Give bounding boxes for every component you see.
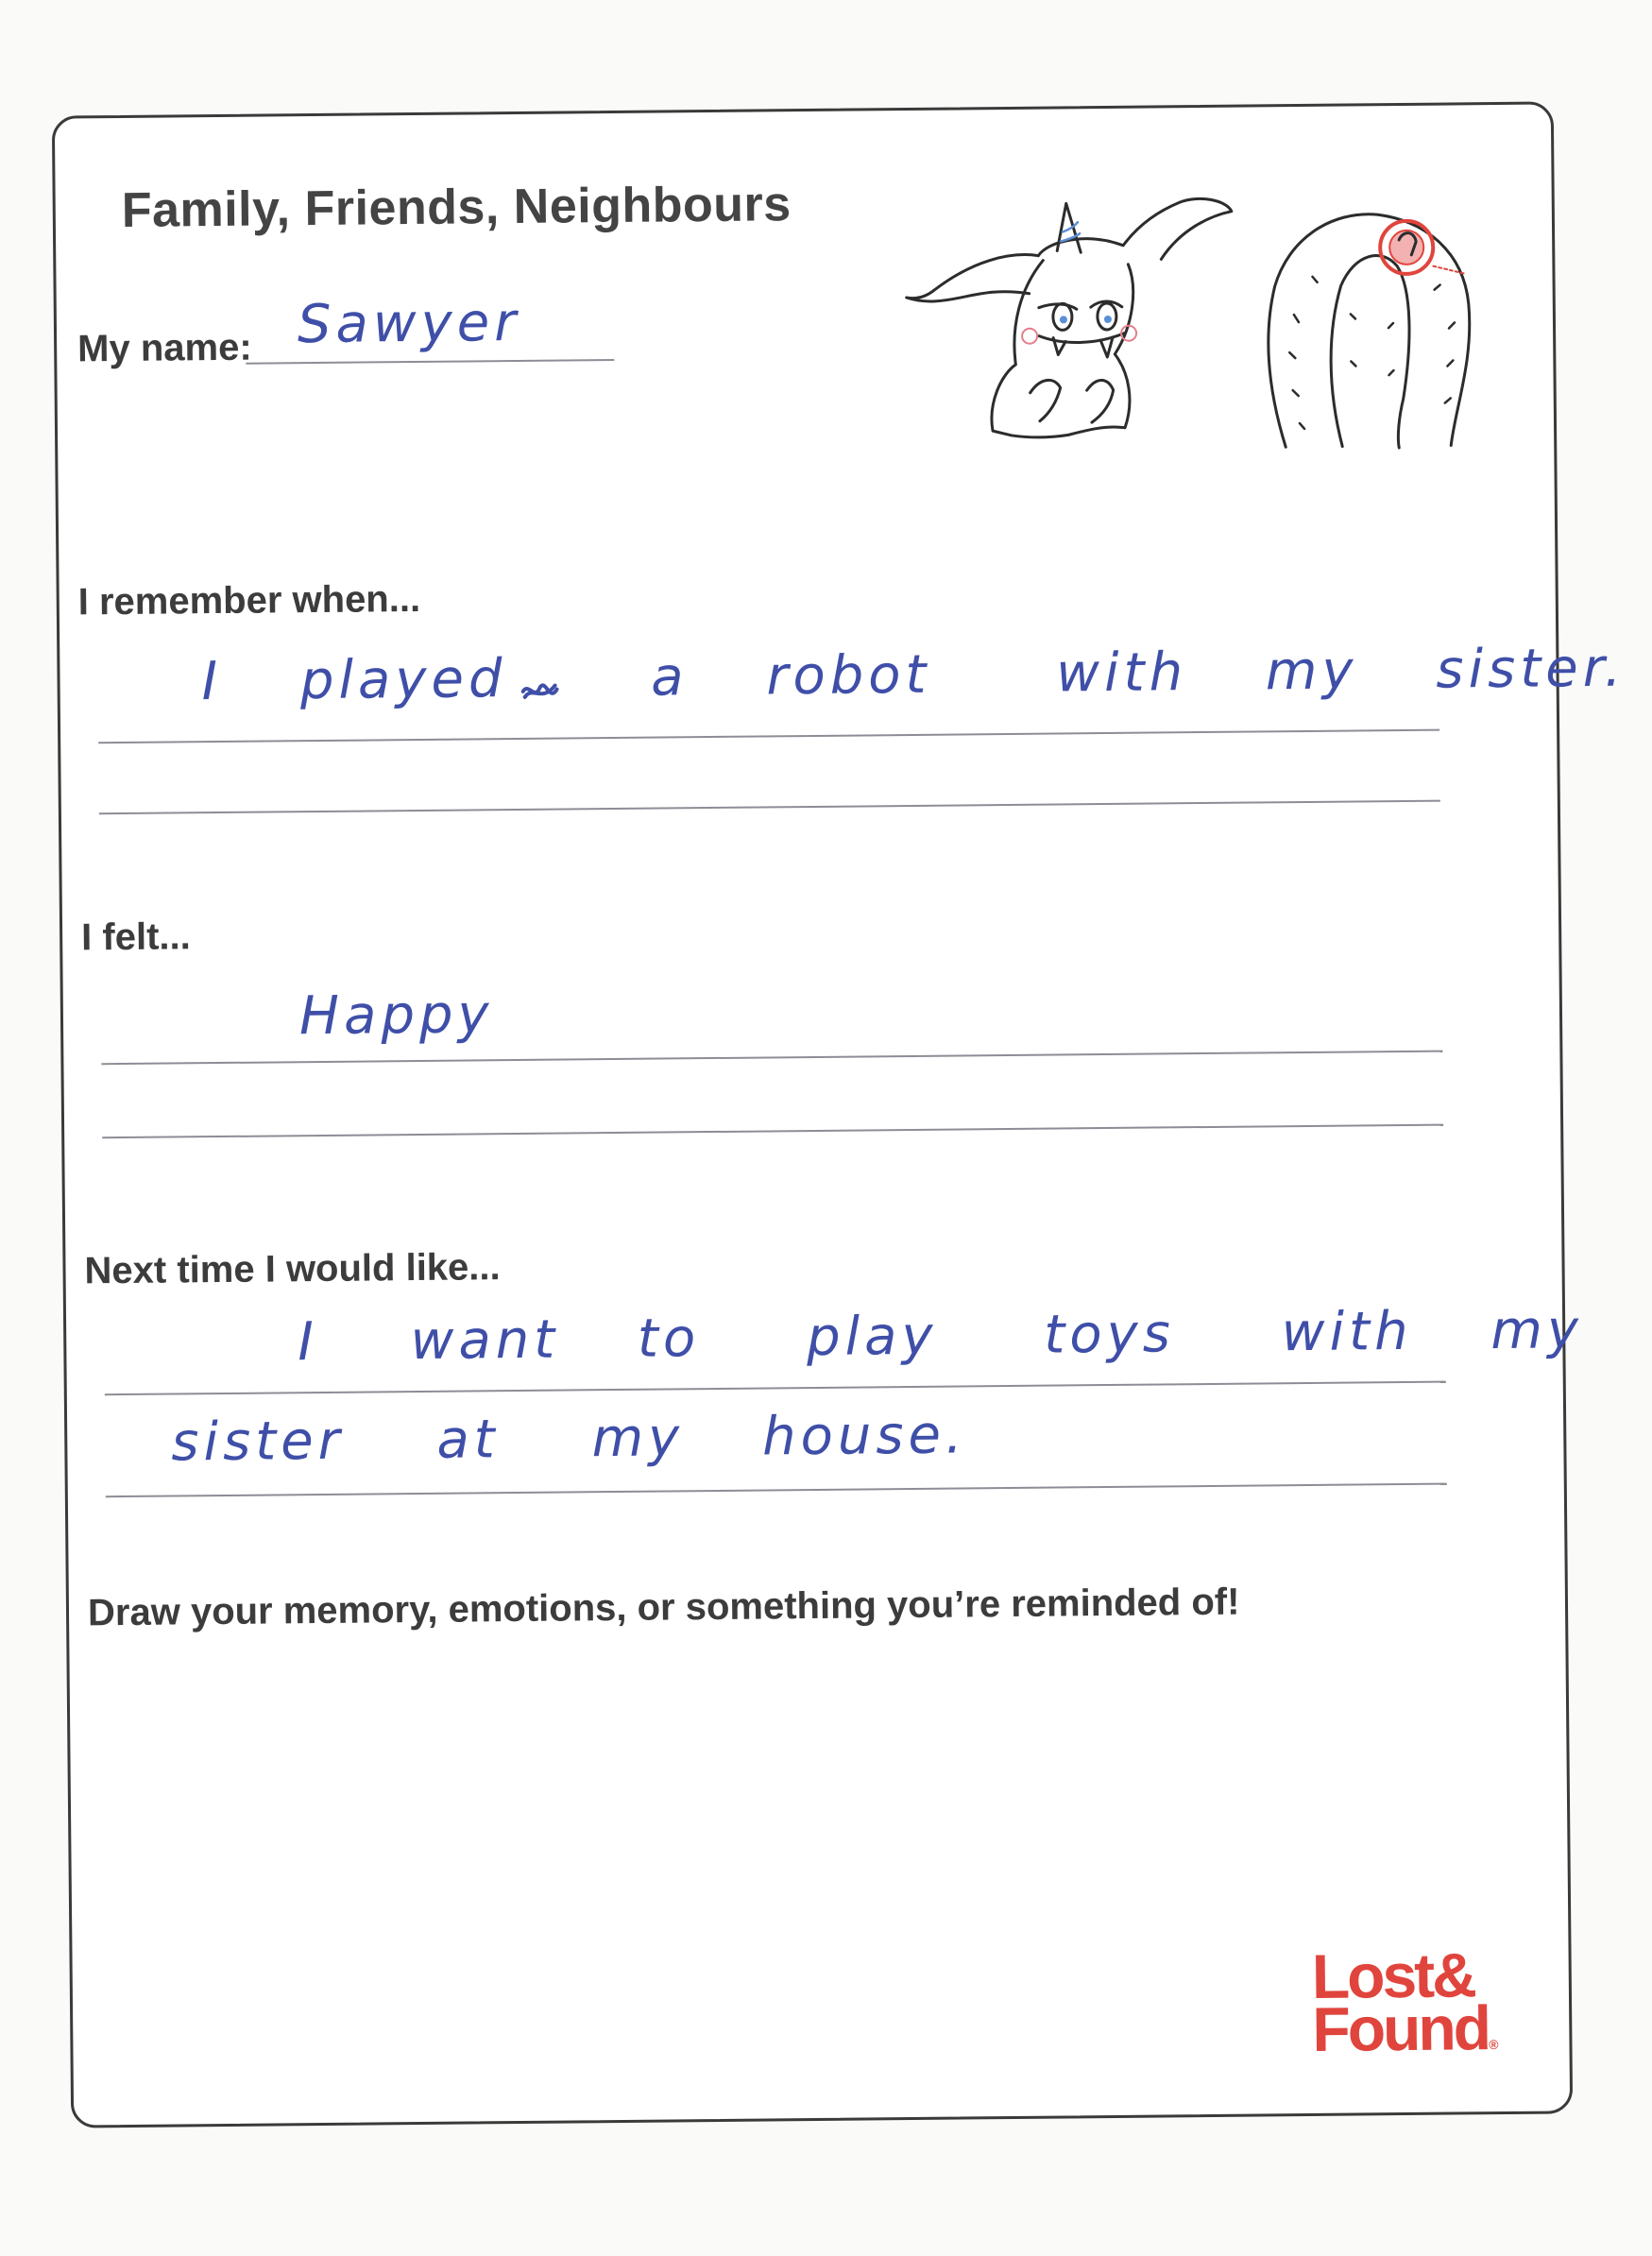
answer-word: want	[410, 1308, 560, 1373]
answer-word: my	[1265, 640, 1358, 703]
answer-word: sister	[170, 1410, 345, 1474]
answer-word: house.	[761, 1404, 968, 1468]
felt-answer-line-1[interactable]: Happy	[298, 983, 494, 1048]
name-value[interactable]: Sawyer	[297, 291, 521, 356]
felt-label: I felt...	[80, 915, 191, 959]
lost-and-found-logo	[1311, 1939, 1499, 2065]
registered-mark: ®	[1489, 2037, 1499, 2053]
answer-word: my	[1490, 1299, 1584, 1362]
monster-drawing	[895, 171, 1512, 460]
answer-word: played	[299, 648, 507, 712]
answer-word: sister.	[1436, 637, 1626, 701]
unicorn-monster-icon	[906, 198, 1234, 438]
remember-line-2	[99, 800, 1440, 815]
felt-line-2	[102, 1124, 1443, 1139]
answer-word: at	[436, 1409, 501, 1471]
drawing-area[interactable]	[98, 1654, 1461, 2017]
next-time-answer-line-1[interactable]	[298, 1299, 1583, 1373]
worksheet-card	[52, 101, 1626, 2128]
logo-line-1: Lost&	[1311, 1939, 1475, 2011]
logo-line-2: Found	[1312, 1992, 1490, 2065]
page-title: Family, Friends, Neighbours	[121, 177, 792, 238]
tentacle-monster-icon	[1267, 214, 1471, 450]
draw-prompt: Draw your memory, emotions, or something you’re reminded of!	[87, 1581, 1240, 1634]
answer-word: with	[1281, 1300, 1413, 1364]
answer-word: robot	[766, 643, 931, 708]
remember-line-1	[98, 729, 1439, 744]
name-line	[246, 359, 614, 365]
next-time-answer-line-2[interactable]	[171, 1404, 967, 1473]
answer-word: I	[201, 650, 223, 713]
remember-label: I remember when...	[77, 577, 421, 624]
answer-word: I	[297, 1311, 319, 1374]
felt-line-1	[101, 1051, 1442, 1066]
name-label: My name:	[77, 326, 252, 370]
next-time-label: Next time I would like...	[84, 1246, 501, 1292]
answer-word: to	[637, 1307, 701, 1370]
answer-word: a	[650, 646, 689, 709]
next-time-line-1	[105, 1381, 1446, 1396]
answer-word: with	[1055, 641, 1188, 705]
next-time-line-2	[106, 1483, 1447, 1498]
remember-answer-line-1[interactable]	[201, 638, 1626, 712]
scribble-mark	[521, 678, 559, 707]
answer-word: play	[806, 1305, 938, 1369]
answer-word: my	[591, 1407, 685, 1470]
answer-word: toys	[1044, 1303, 1176, 1366]
